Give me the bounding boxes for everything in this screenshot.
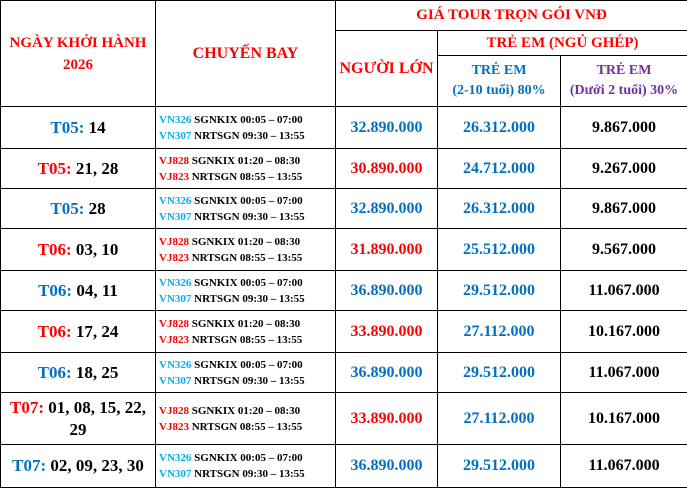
adult-price: 36.890.000: [336, 271, 438, 311]
departure-date-cell: [1, 229, 156, 271]
table-row: [1, 271, 687, 311]
return-flight-route: NRTSGN 09:30 – 13:55: [191, 210, 305, 223]
departure-month: T05:: [37, 158, 72, 178]
departure-date-cell: [1, 445, 156, 488]
return-flight: [159, 373, 335, 389]
child-price: 26.312.000: [438, 189, 561, 229]
return-flight-code: VJ823: [159, 170, 189, 183]
return-flight-code: VN307: [159, 292, 192, 305]
return-flight: [159, 466, 335, 482]
return-flight-code: VJ823: [159, 251, 189, 264]
return-flight: [159, 128, 335, 144]
departure-date-cell: [1, 107, 156, 149]
departure-month: T05:: [50, 198, 85, 218]
adult-header: NGƯỜI LỚN: [336, 31, 438, 107]
flight-cell: [156, 271, 336, 311]
adult-price: 36.890.000: [336, 445, 438, 488]
flight-cell: [156, 189, 336, 229]
departure-days: 17, 24: [71, 321, 119, 341]
return-flight: [159, 332, 335, 348]
outbound-flight-code: VN326: [159, 452, 192, 464]
departure-month: T07:: [12, 456, 47, 475]
departure-date-cell: [1, 393, 156, 445]
departure-year: 2026: [63, 56, 93, 73]
departure-month: T05:: [50, 117, 85, 137]
flight-cell: [156, 311, 336, 353]
infant-label: TRẺ EM: [596, 63, 652, 78]
return-flight-code: VN307: [159, 129, 192, 142]
outbound-flight-route: SGNKIX 01:20 – 08:30: [188, 317, 301, 330]
flight-cell: [156, 229, 336, 271]
departure-days: 14: [84, 117, 106, 137]
child-price: 26.312.000: [438, 107, 561, 149]
table-row: [1, 229, 687, 271]
infant-price: 10.167.000: [561, 393, 687, 445]
outbound-flight: [159, 357, 335, 373]
departure-date-cell: [1, 353, 156, 393]
adult-price: 33.890.000: [336, 393, 438, 445]
outbound-flight-code: VJ828: [159, 317, 189, 330]
outbound-flight-route: SGNKIX 00:05 – 07:00: [191, 358, 303, 371]
child-price: 27.112.000: [438, 311, 561, 353]
table-header: [1, 1, 687, 107]
adult-price: 30.890.000: [336, 149, 438, 189]
departure-days: 03, 10: [71, 239, 119, 259]
outbound-flight-code: VJ828: [159, 235, 189, 248]
table-body: [1, 107, 687, 488]
flight-cell: [156, 353, 336, 393]
child-group-header: TRẺ EM (NGỦ GHÉP): [438, 31, 687, 56]
outbound-flight: [159, 316, 335, 332]
departure-days: 21, 28: [71, 158, 119, 178]
infant-price: 9.867.000: [561, 107, 687, 149]
departure-date-cell: [1, 149, 156, 189]
flight-cell: [156, 445, 336, 488]
departure-month: T07:: [10, 397, 44, 417]
outbound-flight-code: VN326: [159, 113, 192, 126]
return-flight-code: VJ823: [159, 333, 189, 346]
adult-price: 33.890.000: [336, 311, 438, 353]
table-row: [1, 311, 687, 353]
return-flight: [159, 209, 335, 225]
outbound-flight-code: VN326: [159, 358, 192, 371]
infant-price: 10.167.000: [561, 311, 687, 353]
return-flight-route: NRTSGN 09:30 – 13:55: [191, 374, 305, 387]
return-flight: [159, 169, 335, 185]
outbound-flight-code: VN326: [159, 194, 192, 207]
outbound-flight-route: SGNKIX 01:20 – 08:30: [188, 404, 301, 417]
return-flight: [159, 250, 335, 266]
return-flight-route: NRTSGN 08:55 – 13:55: [188, 333, 303, 346]
child-price: 27.112.000: [438, 393, 561, 445]
outbound-flight: [159, 234, 335, 250]
outbound-flight: [159, 112, 335, 128]
infant-price: 9.867.000: [561, 189, 687, 229]
adult-price: 32.890.000: [336, 107, 438, 149]
infant-price: 9.267.000: [561, 149, 687, 189]
return-flight-route: NRTSGN 08:55 – 13:55: [188, 251, 303, 264]
adult-price: 36.890.000: [336, 353, 438, 393]
outbound-flight-route: SGNKIX 00:05 – 07:00: [191, 194, 303, 207]
departure-days: 28: [84, 198, 106, 218]
outbound-flight-code: VJ828: [159, 404, 189, 417]
departure-date-title: NGÀY KHỞI HÀNH: [9, 34, 147, 51]
return-flight: [159, 419, 335, 435]
departure-date-cell: [1, 189, 156, 229]
outbound-flight: [159, 275, 335, 291]
outbound-flight-route: SGNKIX 01:20 – 08:30: [188, 235, 301, 248]
departure-month: T06:: [37, 321, 72, 341]
outbound-flight: [159, 153, 335, 169]
return-flight-code: VN307: [159, 468, 192, 480]
outbound-flight-code: VN326: [159, 276, 192, 289]
table-row: [1, 189, 687, 229]
departure-days: 18, 25: [71, 362, 119, 382]
infant-header: [561, 56, 687, 107]
infant-price: 11.067.000: [561, 445, 687, 488]
return-flight-route: NRTSGN 08:55 – 13:55: [188, 170, 303, 183]
outbound-flight-route: SGNKIX 00:05 – 07:00: [191, 276, 303, 289]
departure-date-cell: [1, 271, 156, 311]
flight-cell: [156, 107, 336, 149]
child-price: 29.512.000: [438, 353, 561, 393]
child-price: 29.512.000: [438, 271, 561, 311]
table-row: [1, 445, 687, 488]
child-price: 25.512.000: [438, 229, 561, 271]
child-note: (2-10 tuổi) 80%: [452, 83, 546, 98]
table-row: [1, 393, 687, 445]
table-row: [1, 149, 687, 189]
departure-month: T06:: [38, 280, 73, 300]
return-flight-route: NRTSGN 09:30 – 13:55: [191, 292, 305, 305]
child-label: TRẺ EM: [471, 63, 527, 78]
outbound-flight: [159, 403, 335, 419]
departure-days: 01, 08, 15, 22, 29: [44, 397, 146, 439]
table-row: [1, 107, 687, 149]
child-header: [438, 56, 561, 107]
return-flight: [159, 291, 335, 307]
departure-date-cell: [1, 311, 156, 353]
return-flight-route: NRTSGN 09:30 – 13:55: [191, 129, 305, 142]
return-flight-code: VN307: [159, 210, 192, 223]
table-row: [1, 353, 687, 393]
departure-days: 02, 09, 23, 30: [46, 456, 144, 475]
price-title-header: GIÁ TOUR TRỌN GÓI VNĐ: [336, 1, 687, 31]
child-price: 29.512.000: [438, 445, 561, 488]
child-price: 24.712.000: [438, 149, 561, 189]
adult-price: 31.890.000: [336, 229, 438, 271]
flight-header: CHUYẾN BAY: [156, 1, 336, 107]
return-flight-code: VJ823: [159, 420, 189, 433]
infant-price: 9.567.000: [561, 229, 687, 271]
outbound-flight-route: SGNKIX 00:05 – 07:00: [191, 113, 303, 126]
return-flight-code: VN307: [159, 374, 192, 387]
departure-days: 04, 11: [72, 280, 118, 300]
flight-cell: [156, 149, 336, 189]
departure-date-header: [1, 1, 156, 107]
outbound-flight: [159, 193, 335, 209]
infant-price: 11.067.000: [561, 271, 687, 311]
outbound-flight-route: SGNKIX 00:05 – 07:00: [191, 452, 303, 464]
outbound-flight: [159, 450, 335, 466]
return-flight-route: NRTSGN 08:55 – 13:55: [188, 420, 303, 433]
outbound-flight-code: VJ828: [159, 154, 189, 167]
flight-cell: [156, 393, 336, 445]
infant-note: (Dưới 2 tuổi) 30%: [569, 83, 679, 98]
departure-month: T06:: [37, 239, 72, 259]
infant-price: 11.067.000: [561, 353, 687, 393]
adult-price: 32.890.000: [336, 189, 438, 229]
return-flight-route: NRTSGN 09:30 – 13:55: [191, 468, 305, 480]
outbound-flight-route: SGNKIX 01:20 – 08:30: [188, 154, 301, 167]
departure-month: T06:: [37, 362, 72, 382]
